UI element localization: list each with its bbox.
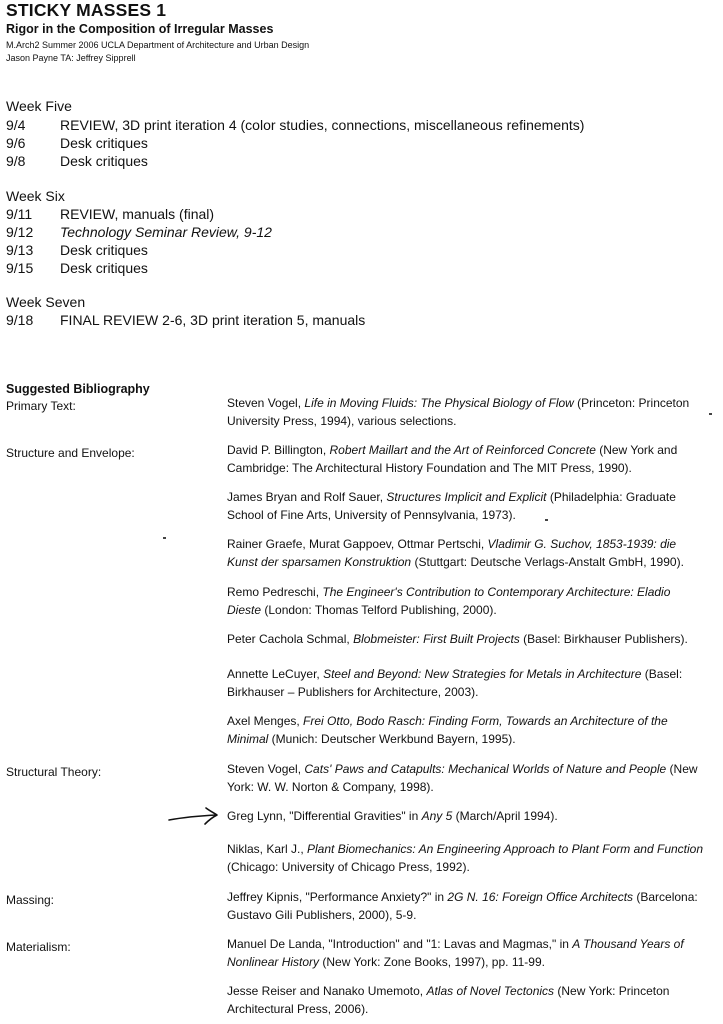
- entry-publication: (Munich: Deutscher Werkbund Bayern, 1995).: [268, 732, 516, 746]
- schedule-item: FINAL REVIEW 2-6, 3D print iteration 5, manuals: [60, 312, 366, 328]
- category-label: Materialism:: [6, 940, 71, 954]
- entry-title: Blobmeister: First Built Projects: [353, 632, 520, 646]
- entry-publication: (New York: Zone Books, 1997), pp. 11-99.: [319, 955, 545, 969]
- entry-author: Remo Pedreschi,: [227, 585, 323, 599]
- entry-author: Greg Lynn, "Differential Gravities" in: [227, 809, 422, 823]
- schedule-date: 9/8: [6, 153, 26, 169]
- entry-author: Axel Menges,: [227, 714, 304, 728]
- instructors-line: Jason Payne TA: Jeffrey Sipprell: [6, 53, 136, 63]
- week-heading: Week Six: [6, 188, 65, 204]
- bibliography-entry: [227, 394, 707, 430]
- entry-author: Annette LeCuyer,: [227, 667, 324, 681]
- entry-title: 2G N. 16: Foreign Office Architects: [447, 890, 634, 904]
- category-label: Structure and Envelope:: [6, 446, 135, 460]
- schedule-date: 9/18: [6, 312, 34, 328]
- entry-title: Cats' Paws and Catapults: Mechanical Worlds of Nature and People: [304, 762, 667, 776]
- entry-publication: (New York: Princeton Architectural Press, 2006).: [227, 984, 670, 1016]
- entry-publication: (Chicago: University of Chicago Press, 1992).: [227, 860, 470, 874]
- bibliography-entry: [227, 935, 707, 971]
- bibliography-entry: [227, 630, 707, 648]
- week-heading: Week Seven: [6, 294, 86, 310]
- entry-publication: (Philadelphia: Graduate School of Fine Arts, University of Pennsylvania, 1973).: [227, 490, 676, 522]
- schedule-item: Desk critiques: [60, 260, 148, 276]
- entry-title: Any 5: [421, 809, 453, 823]
- entry-title: The Engineer's Contribution to Contemporary Architecture: Eladio Dieste: [227, 585, 671, 617]
- week-heading: Week Five: [6, 98, 72, 114]
- schedule-item: REVIEW, manuals (final): [60, 206, 215, 222]
- bibliography-entry: [227, 982, 707, 1018]
- bibliography-entry: [227, 840, 707, 876]
- scan-speck: [709, 413, 712, 415]
- entry-author: Steven Vogel,: [227, 762, 305, 776]
- entry-publication: (March/April 1994).: [452, 809, 558, 823]
- entry-publication: (Stuttgart: Deutsche Verlags-Anstalt GmbH, 1990).: [411, 555, 684, 569]
- entry-author: David P. Billington,: [227, 443, 330, 457]
- bibliography-heading: Suggested Bibliography: [6, 382, 150, 396]
- schedule-date: 9/15: [6, 260, 34, 276]
- entry-title: Atlas of Novel Tectonics: [426, 984, 555, 998]
- entry-publication: (Basel: Birkhauser Publishers).: [519, 632, 688, 646]
- entry-title: Vladimir G. Suchov, 1853-1939: die Kunst der sparsamen Konstruktion: [227, 537, 677, 569]
- entry-publication: (Princeton: Princeton University Press, 1994), various selections.: [227, 396, 690, 428]
- schedule-item: REVIEW, 3D print iteration 4 (color studies, connections, miscellaneous refinements): [60, 117, 585, 133]
- bibliography-entry: [227, 760, 707, 796]
- scan-speck: [163, 537, 166, 539]
- bibliography-entry: [227, 807, 707, 825]
- entry-publication: (Barcelona: Gustavo Gili Publishers, 2000), 5-9.: [227, 890, 698, 922]
- entry-title: Robert Maillart and the Art of Reinforced Concrete: [329, 443, 596, 457]
- entry-author: James Bryan and Rolf Sauer,: [227, 490, 387, 504]
- entry-author: Steven Vogel,: [227, 396, 305, 410]
- hand-drawn-arrow-icon: [166, 806, 222, 828]
- entry-publication: (Basel: Birkhauser – Publishers for Architecture, 2003).: [227, 667, 683, 699]
- entry-title: Frei Otto, Bodo Rasch: Finding Form, Towards an Architecture of the Minimal: [227, 714, 668, 746]
- entry-title: Structures Implicit and Explicit: [386, 490, 547, 504]
- bibliography-entry: [227, 712, 707, 748]
- entry-publication: (New York: W. W. Norton & Company, 1998).: [227, 762, 698, 794]
- schedule-date: 9/11: [6, 206, 33, 222]
- category-label: Structural Theory:: [6, 765, 102, 779]
- schedule-item: Desk critiques: [60, 242, 148, 258]
- entry-title: Steel and Beyond: New Strategies for Metals in Architecture: [323, 667, 642, 681]
- entry-title: Plant Biomechanics: An Engineering Approach to Plant Form and Function: [307, 842, 704, 856]
- bibliography-entry: [227, 488, 707, 524]
- entry-author: Jesse Reiser and Nanako Umemoto,: [227, 984, 427, 998]
- scan-speck: [545, 519, 548, 521]
- schedule-date: 9/6: [6, 135, 26, 151]
- entry-title: A Thousand Years of Nonlinear History: [227, 937, 684, 969]
- schedule-date: 9/12: [6, 224, 34, 240]
- bibliography-entry: [227, 583, 707, 619]
- entry-author: Jeffrey Kipnis, "Performance Anxiety?" in: [227, 890, 448, 904]
- entry-title: Life in Moving Fluids: The Physical Biology of Flow: [304, 396, 574, 410]
- category-label: Primary Text:: [6, 399, 76, 413]
- bibliography-entry: [227, 441, 707, 477]
- course-line: M.Arch2 Summer 2006 UCLA Department of Architecture and Urban Design: [6, 40, 310, 50]
- bibliography-entry: [227, 665, 707, 701]
- document-subtitle: Rigor in the Composition of Irregular Masses: [6, 22, 274, 36]
- entry-publication: (London: Thomas Telford Publishing, 2000).: [261, 603, 497, 617]
- entry-author: Niklas, Karl J.,: [227, 842, 308, 856]
- document-title: STICKY MASSES 1: [6, 0, 167, 20]
- entry-author: Rainer Graefe, Murat Gappoev, Ottmar Pertschi,: [227, 537, 488, 551]
- schedule-date: 9/13: [6, 242, 34, 258]
- schedule-item: Technology Seminar Review, 9-12: [60, 224, 272, 240]
- schedule-item: Desk critiques: [60, 153, 148, 169]
- entry-author: Manuel De Landa, "Introduction" and "1: Lavas and Magmas," in: [227, 937, 573, 951]
- entry-publication: (New York and Cambridge: The Architectural History Foundation and The MIT Press, 1990).: [227, 443, 678, 475]
- schedule-item: Desk critiques: [60, 135, 148, 151]
- schedule-date: 9/4: [6, 117, 26, 133]
- bibliography-entry: [227, 888, 707, 924]
- category-label: Massing:: [6, 893, 55, 907]
- bibliography-entry: [227, 535, 707, 571]
- entry-author: Peter Cachola Schmal,: [227, 632, 354, 646]
